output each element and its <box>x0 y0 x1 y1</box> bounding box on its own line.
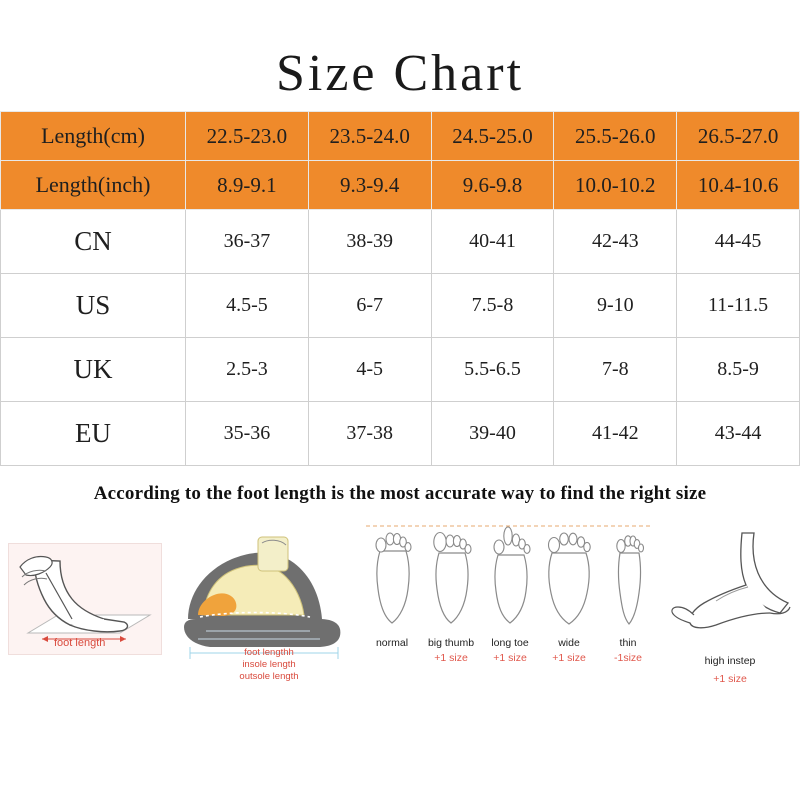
shoe-section-illustration <box>170 515 360 715</box>
table-cell: 44-45 <box>677 210 800 274</box>
figure-foot-measurement <box>0 515 170 715</box>
foot-big-thumb-icon <box>423 523 479 635</box>
foot-type-adjust: -1size <box>613 652 642 664</box>
table-cell: 23.5-24.0 <box>308 112 431 161</box>
figure-high-instep <box>660 515 800 715</box>
table-cell: 38-39 <box>308 210 431 274</box>
high-instep-icon <box>660 527 800 667</box>
foot-type-label: normal <box>375 637 409 649</box>
foot-wide-icon <box>541 523 597 635</box>
table-cell: 11-11.5 <box>677 274 800 338</box>
table-cell: 10.0-10.2 <box>554 161 677 210</box>
foot-type-adjust: +1 size <box>493 652 527 664</box>
shoe-section-captions <box>204 647 334 683</box>
foot-measure-illustration <box>0 515 170 715</box>
row-label: US <box>1 274 186 338</box>
table-cell: 22.5-23.0 <box>186 112 309 161</box>
foot-type-adjust: +1 size <box>552 652 586 664</box>
row-label: UK <box>1 338 186 402</box>
table-row-uk <box>1 338 800 402</box>
foot-type-adjust: +1 size <box>434 652 468 664</box>
table-cell: 4-5 <box>308 338 431 402</box>
table-cell: 9.3-9.4 <box>308 161 431 210</box>
table-cell: 9.6-9.8 <box>431 161 554 210</box>
figure-foot-types <box>360 515 660 715</box>
row-label: Length(cm) <box>1 112 186 161</box>
table-cell: 5.5-6.5 <box>431 338 554 402</box>
foot-type-wide <box>541 523 597 664</box>
foot-types-list <box>360 523 660 664</box>
foot-type-thin <box>600 523 656 664</box>
table-cell: 39-40 <box>431 402 554 466</box>
table-cell: 24.5-25.0 <box>431 112 554 161</box>
table-cell: 36-37 <box>186 210 309 274</box>
foot-type-label: long toe <box>491 637 529 649</box>
foot-normal-icon <box>364 523 420 635</box>
foot-type-label: big thumb <box>427 637 475 649</box>
high-instep-label: high instep <box>704 655 756 667</box>
table-cell: 7-8 <box>554 338 677 402</box>
table-cell: 42-43 <box>554 210 677 274</box>
foot-type-label: thin <box>619 637 637 649</box>
foot-type-long-toe <box>482 523 538 664</box>
table-cell: 43-44 <box>677 402 800 466</box>
table-cell: 8.5-9 <box>677 338 800 402</box>
table-row-length-cm <box>1 112 800 161</box>
table-row-length-inch <box>1 161 800 210</box>
measurement-note: According to the foot length is the most accurate way to find the right size <box>93 483 707 504</box>
high-instep-adjust: +1 size <box>713 673 747 685</box>
caption-insole-length: insole length <box>242 659 296 670</box>
table-row-eu <box>1 402 800 466</box>
table-cell: 4.5-5 <box>186 274 309 338</box>
foot-thin-icon <box>600 523 656 635</box>
table-cell: 35-36 <box>186 402 309 466</box>
table-cell: 26.5-27.0 <box>677 112 800 161</box>
table-cell: 2.5-3 <box>186 338 309 402</box>
table-cell: 9-10 <box>554 274 677 338</box>
figure-shoe-cross-section <box>170 515 360 715</box>
foot-long-toe-icon <box>482 523 538 635</box>
foot-type-big-thumb <box>423 523 479 664</box>
table-cell: 7.5-8 <box>431 274 554 338</box>
row-label: Length(inch) <box>1 161 186 210</box>
table-cell: 40-41 <box>431 210 554 274</box>
table-row-cn <box>1 210 800 274</box>
foot-type-label: wide <box>558 637 580 649</box>
table-cell: 8.9-9.1 <box>186 161 309 210</box>
table-cell: 10.4-10.6 <box>677 161 800 210</box>
caption-outsole-length: outsole length <box>239 671 299 682</box>
table-cell: 41-42 <box>554 402 677 466</box>
foot-length-caption: foot length <box>54 637 106 649</box>
caption-foot-length: foot lengthh <box>244 647 294 658</box>
table-cell: 37-38 <box>308 402 431 466</box>
table-cell: 25.5-26.0 <box>554 112 677 161</box>
row-label: CN <box>1 210 186 274</box>
figure-row <box>0 515 800 725</box>
page-title: Size Chart <box>275 45 525 102</box>
foot-type-normal <box>364 523 420 664</box>
table-row-us <box>1 274 800 338</box>
table-cell: 6-7 <box>308 274 431 338</box>
row-label: EU <box>1 402 186 466</box>
size-chart-table <box>0 111 800 466</box>
